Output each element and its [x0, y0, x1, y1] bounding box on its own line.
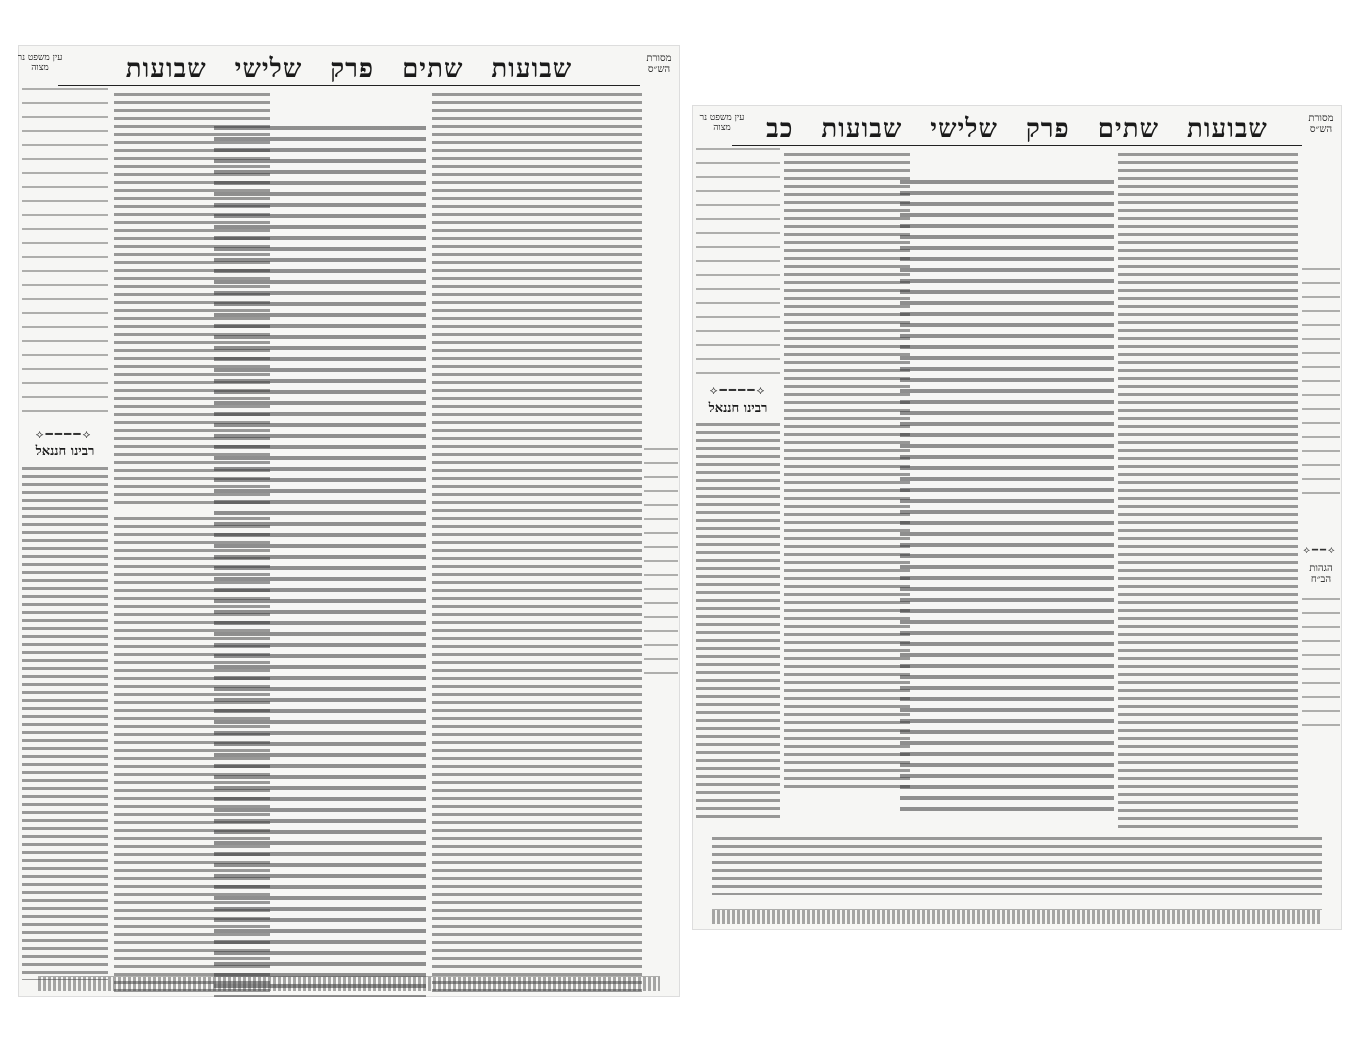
- header-word: פרק: [330, 54, 375, 84]
- header-word: שתים: [402, 54, 464, 84]
- ein-mishpat-column: [22, 85, 108, 415]
- page-header: [58, 51, 640, 86]
- ornament-divider: ⟡━━━━⟡: [709, 383, 767, 397]
- folio-number: כב: [766, 114, 794, 144]
- rabbeinu-chananel-title: רבינו חננאל: [35, 444, 95, 459]
- rabbeinu-chananel-title: רבינו חננאל: [708, 401, 768, 416]
- header-word: שבועות: [491, 54, 573, 84]
- ornament-divider: ⟡━━⟡: [1303, 545, 1337, 556]
- left-talmud-page: [18, 45, 680, 997]
- bottom-commentary: [712, 835, 1322, 895]
- ein-mishpat-label: עין משפט נר מצוה: [699, 113, 745, 133]
- margin-notes: [644, 445, 678, 675]
- rashi-column: [114, 91, 270, 506]
- footer-notes: [712, 909, 1322, 924]
- page-header: [732, 111, 1302, 146]
- footer-notes: [38, 976, 660, 991]
- header-word: פרק: [1025, 114, 1070, 144]
- ein-mishpat-column: [696, 145, 780, 375]
- masoret-hashas-label: מסורת הש״ס: [646, 53, 672, 75]
- tosafot-column: [1118, 151, 1298, 831]
- header-word: שבועות: [821, 114, 903, 144]
- margin-notes: [1302, 265, 1340, 505]
- rashi-column: [784, 151, 910, 791]
- header-word: שלישי: [234, 54, 303, 84]
- masoret-hashas-label: מסורת הש״ס: [1308, 113, 1334, 135]
- rabbeinu-chananel-column: [22, 465, 108, 980]
- ornament-divider: ⟡━━━━⟡: [35, 427, 93, 441]
- rabbeinu-chananel-column: [696, 421, 780, 821]
- hagahot-notes: [1302, 595, 1340, 735]
- hagahot-habach-label: הגהות הב״ח: [1309, 563, 1333, 585]
- header-word: שתים: [1097, 114, 1160, 144]
- header-word: שלישי: [930, 114, 998, 144]
- rashi-column-lower: [114, 515, 270, 997]
- header-word: שבועות: [1187, 114, 1268, 144]
- header-word: שבועות: [125, 54, 207, 84]
- right-talmud-page: [692, 105, 1342, 930]
- gemara-text-column: [900, 177, 1114, 817]
- tosafot-column: [432, 91, 642, 997]
- ein-mishpat-label: עין משפט נר מצוה: [18, 53, 63, 73]
